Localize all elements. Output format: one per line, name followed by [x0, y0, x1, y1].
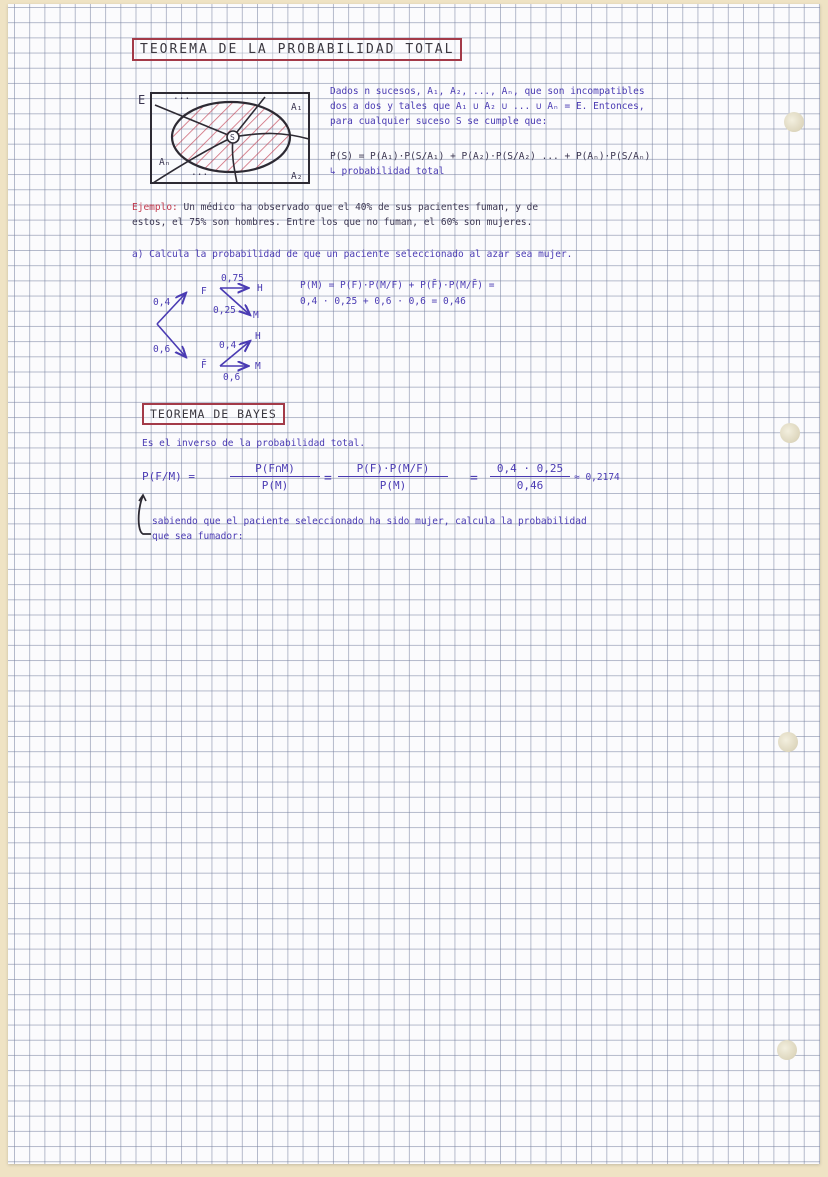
total-probability-formula: P(S) = P(A₁)·P(S/A₁) + P(A₂)·P(S/A₂) ... + P(Aₙ)·P(S/Aₙ): [330, 151, 651, 162]
fraction-2-denominator: P(M): [379, 479, 407, 492]
binder-hole: [777, 1040, 797, 1060]
graph-paper-sheet: [8, 4, 820, 1164]
branch-prob-F-M: 0,25: [213, 305, 236, 316]
leaf-H-1: H: [257, 283, 263, 294]
solution-line-1: P(M) = P(F)·P(M/F) + P(F̄)·P(M/F̄) =: [300, 280, 495, 291]
example-line-2: estos, el 75% son hombres. Entre los que no fuman, el 60% son mujeres.: [132, 217, 533, 228]
partition-diagram-svg: [133, 87, 313, 187]
part-a-question: a) Calcula la probabilidad de que un paciente seleccionado al azar sea mujer.: [132, 249, 573, 260]
fraction-1-denominator: P(M): [261, 479, 289, 492]
label-E: E: [138, 93, 146, 107]
branch-prob-root-F: 0,4: [153, 297, 171, 308]
label-A2: A₂: [291, 171, 303, 182]
probability-tree: [133, 266, 293, 386]
leaf-M-2: M: [255, 361, 261, 372]
leaf-H-2: H: [255, 331, 261, 342]
equals-sign-2: =: [470, 471, 478, 486]
branch-prob-notF-H: 0,4: [219, 340, 237, 351]
bayes-fraction-3: [490, 462, 570, 492]
bayes-question-line-2: que sea fumador:: [152, 531, 244, 542]
section-title-total-probability: TEOREMA DE LA PROBABILIDAD TOTAL: [132, 38, 462, 61]
fraction-3-denominator: 0,46: [516, 479, 544, 492]
statement-line-3: para cualquier suceso S se cumple que:: [330, 116, 548, 127]
fraction-3-numerator: 0,4 · 0,25: [490, 462, 570, 477]
label-An: Aₙ: [159, 157, 171, 168]
binder-hole: [778, 732, 798, 752]
label-S: S: [230, 133, 235, 142]
bayes-fraction-1: [230, 462, 320, 492]
example-line-1: [132, 200, 538, 215]
binder-hole: [780, 423, 800, 443]
label-dots-bottom: ...: [191, 167, 209, 178]
example-label: Ejemplo:: [132, 202, 178, 213]
section-title-bayes: TEOREMA DE BAYES: [142, 403, 285, 425]
bayes-result: ≈ 0,2174: [574, 472, 620, 483]
branch-prob-root-notF: 0,6: [153, 344, 171, 355]
total-probability-note: ↳ probabilidad total: [330, 166, 445, 177]
node-F: F: [201, 286, 207, 297]
branch-prob-F-H: 0,75: [221, 273, 244, 284]
bayes-intro: Es el inverso de la probabilidad total.: [142, 438, 366, 449]
equals-sign-1: =: [324, 471, 332, 486]
leaf-M-1: M: [253, 310, 259, 321]
solution-line-2: 0,4 · 0,25 + 0,6 · 0,6 = 0,46: [300, 296, 466, 307]
binder-hole: [784, 112, 804, 132]
statement-line-1: Dados n sucesos, A₁, A₂, ..., Aₙ, que son incompatibles: [330, 86, 645, 97]
statement-line-2: dos a dos y tales que A₁ ∪ A₂ ∪ ... ∪ Aₙ = E. Entonces,: [330, 101, 645, 112]
fraction-2-numerator: P(F)·P(M/F): [338, 462, 448, 477]
bayes-question-line-1: sabiendo que el paciente seleccionado ha sido mujer, calcula la probabilidad: [152, 516, 587, 527]
node-notF: F̄: [201, 360, 207, 371]
fraction-1-numerator: P(F∩M): [230, 462, 320, 477]
label-A1: A₁: [291, 102, 303, 113]
bayes-lhs: P(F/M) =: [142, 470, 195, 483]
label-dots-top: ...: [173, 91, 191, 102]
tree-branches-svg: [133, 266, 293, 386]
branch-prob-notF-M: 0,6: [223, 372, 241, 383]
bayes-fraction-2: [338, 462, 448, 492]
example-text-1: Un médico ha observado que el 40% de sus pacientes fuman, y de: [183, 202, 539, 213]
partition-diagram: [133, 87, 313, 187]
